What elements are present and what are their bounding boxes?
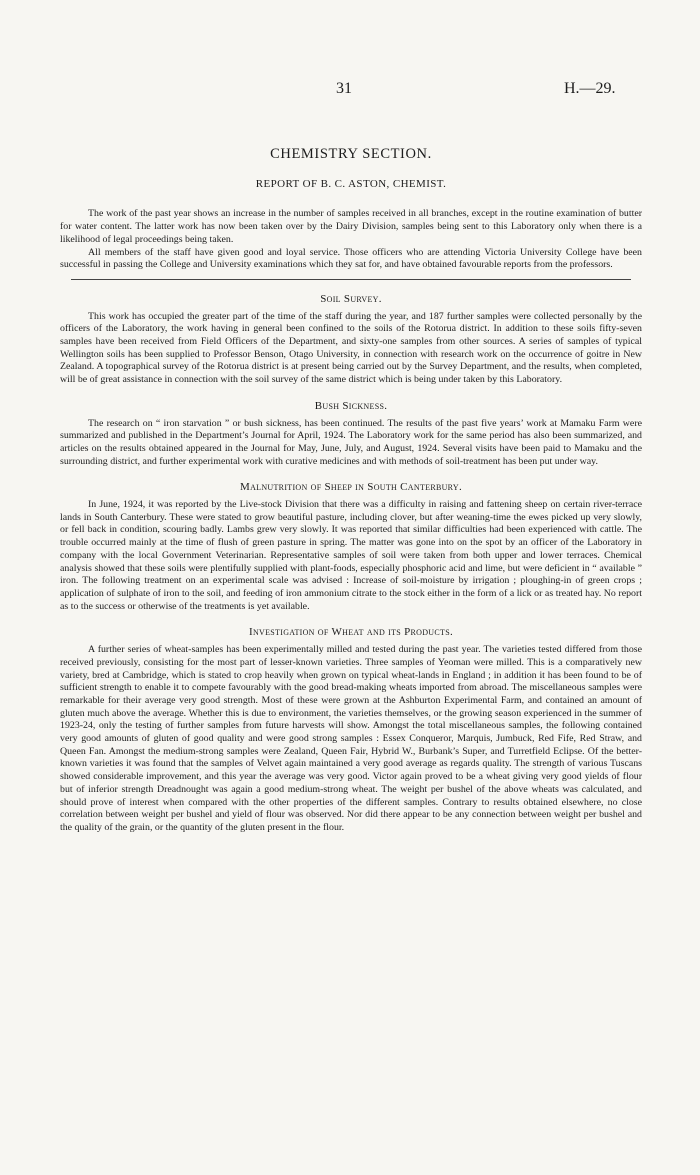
section-title: CHEMISTRY SECTION.	[270, 146, 432, 162]
intro-paragraph: The work of the past year shows an increase in the number of samples received in all branches, except in the routine examination of butter for water content. The latter work has now been taken over by the Dairy Division, samples being sent to this Laboratory only when there is a likelihood of legal proceedings being taken.	[60, 208, 642, 245]
soil-survey-paragraph: This work has occupied the greater part of the time of the staff during the year, and 187 further samples were collected personally by the officers of the Laboratory, the work having in general been confined to the soils of the Rotorua district. In addition to these soils fifty-seven samples have been received from Field Officers of the Department, and sixty-one samples from other sources. A series of samples of typical Wellington soils has been supplied to Professor Benson, Otago University, in connection with research work on the occurrence of goitre in New Zealand. A topographical survey of the Rotorua district is at present being carried out by the Survey Department, and the results, when completed, will be of great assistance in connection with the soil survey of the same district which is being under taken by this Laboratory.	[60, 310, 642, 386]
wheat-paragraph: A further series of wheat-samples has been experimentally milled and tested during the past year. The varieties tested differed from those received previously, consisting for the most part of lesser-known varieties. Three samples of Yeoman were milled. This is a comparatively new variety, bred at Cambridge, which is stated to crop heavily when grown on typical wheat-lands in England ; in addition it has been found to be of sufficient strength to enable it to compete favourably with the good bread-making wheats imported from abroad. The miscellaneous samples were remarkable for their average very good strength. Most of these were grown at the Ashburton Experimental Farm, and contained an amount of gluten much above the average. Whether this is due to environment, the varieties themselves, or the growing season experienced in the summer of 1923-24, only the testing of further samples from future harvests will show. Amongst the total miscellaneous samples, the following contained very good amounts of gluten of good quality and were good strong samples : Essex Conqueror, Marquis, Jumbuck, Red Fife, Red Straw, and Queen Fan. Amongst the medium-strong samples were Zealand, Queen Fair, Hybrid W., Burbank’s Super, and Turretfield Eclipse. Of the better-known varieties it was found that the samples of Velvet again maintained a very good average as regards quality. The strength of various Tuscans showed considerable improvement, and this year the average was very good. Victor again proved to be a wheat giving very good yields of flour but of inferior strength Dreadnought was again a good medium-strong wheat. The weight per bushel of the above wheats was calculated, and should prove of interest when compared with the other properties of the different samples. Contrary to results obtained elsewhere, no close correlation between weight per bushel and yield of flour was observed. Nor did there appear to be any connection between weight per bushel and the quality of the grain, or the quantity of the gluten present in the flour.	[60, 644, 642, 833]
page-reference: H.—29.	[564, 80, 616, 97]
subsection-heading-wheat: Investigation of Wheat and its Products.	[248, 626, 454, 639]
page-content	[60, 148, 642, 835]
subsection-heading-bush-sickness: Bush Sickness.	[314, 399, 388, 412]
intro-paragraph: All members of the staff have given good and loyal service. Those officers who are attending Victoria University College have been successful in passing the College and University examinations which they sat for, and have obtained favourable reports from the professors.	[60, 246, 642, 271]
subsection-heading-malnutrition: Malnutrition of Sheep in South Canterbury.	[240, 481, 462, 494]
bush-sickness-paragraph: The research on “ iron starvation ” or bush sickness, has been continued. The results of the past five years’ work at Mamaku Farm were summarized and published in the Department’s Journal for April, 1924. The Laboratory work for the same period has also been summarized, and articles on the results obtained appeared in the Journal for May, June, July, and August, 1924. Several visits have been paid to Mamaku and the surrounding district, and further experimental work with curative medicines and with methods of soil-treatment has been put under way.	[60, 417, 642, 467]
report-title: REPORT OF B. C. ASTON, CHEMIST.	[255, 177, 447, 190]
malnutrition-paragraph: In June, 1924, it was reported by the Live-stock Division that there was a difficulty in raising and fattening sheep on certain river-terrace lands in South Canterbury. These were stated to grow beautiful pasture, including clover, but after weaning-time the ewes picked up very slowly, or fell back in condition, scouring badly. Lambs grew very slowly. It was reported that similar difficulties had been experienced with cattle. The trouble occurred mainly at the time of flush of green pasture in spring. The matter was gone into on the spot by an officer of the Laboratory in company with the local Government Veterinarian. Representative samples of soil were taken from both upper and lower terraces. Chemical analysis showed that these soils were plentifully supplied with plant-foods, especially phosphoric acid and lime, but were deficient in “ available ” iron. The following treatment on an experimental scale was advised : Increase of soil-moisture by irrigation ; ploughing-in of green crops ; application of sulphate of iron to the soil, and feeding of iron ammonium citrate to the stock either in the form of a lick or as treated hay. No report as to the success or otherwise of the treatments is yet available.	[60, 499, 642, 612]
page-number: 31	[336, 80, 352, 97]
section-divider	[71, 279, 631, 280]
subsection-heading-soil-survey: Soil Survey.	[320, 292, 382, 305]
